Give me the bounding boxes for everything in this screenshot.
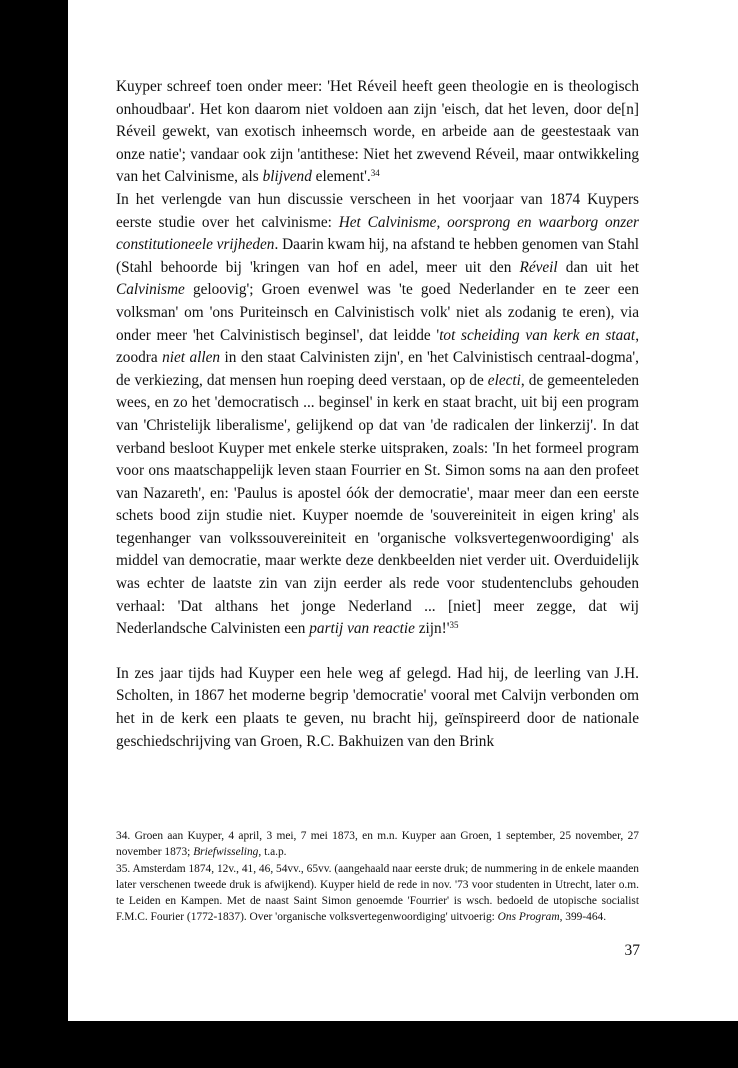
footnotes	[116, 828, 639, 926]
italic-text: Ons Program	[497, 911, 560, 924]
text-run: In het verlengde van hun discussie verscheen in het voorjaar van 1874 Kuypers eerste studie over het calvinisme:	[116, 190, 639, 231]
italic-text: partij van reactie	[309, 620, 415, 638]
text-run: In zes jaar tijds had Kuyper een hele weg af gelegd. Had hij, de leerling van J.H. Scholten, in 1867 het moderne begrip 'democratie' vooral met Calvijn verbonden om het in de kerk een plaats te geven, nu bracht hij, geïnspireerd door de nationale geschiedschrijving van Groen, R.C. Bakhuizen van den Brink	[116, 664, 639, 750]
footnote-ref: 35	[449, 620, 459, 631]
text-run: element'.	[311, 168, 371, 186]
footnote-35	[116, 861, 639, 926]
italic-text: Calvinisme	[116, 281, 185, 299]
page-number: 37	[624, 942, 640, 959]
scan-border-bottom	[0, 1021, 738, 1068]
footnote-34	[116, 828, 639, 861]
paragraph-2	[116, 189, 639, 641]
text-run: . Daarin kwam hij, na afstand te hebben genomen van Stahl (Stahl behoorde bij 'kringen van hof en adel, meer uit den	[116, 236, 639, 276]
paragraph-1	[116, 76, 639, 189]
paragraph-3	[116, 663, 639, 753]
text-run: geloovig'; Groen evenwel was 'te goed Nederlander en te zeer een volksman' om 'ons Puriteinsch en Calvinistisch volk' niet als zodanig te eren), via onder meer 'het Calvinistisch beginsel', dat leidde '	[116, 281, 639, 344]
text-run: , de gemeenteleden wees, en zo het 'democratisch ... beginsel' in kerk en staat bracht, uit bij een program van 'Christelijk liberalisme', gelijkend op dat van 'de radicalen der linkerzij'. In dat verband besloot Kuyper met enkele sterke uitspraken, zoals: 'In het formeel program voor ons maatschappelijk leven staan Fourrier en St. Simon soms na aan den profeet van Nazareth', en: 'Paulus is apostel óók der democratie', maar meer dan een eerste schets bood zijn studie niet. Kuyper noemde de 'souvereiniteit in eigen kring' als tegenhanger van volkssouvereiniteit en 'organische volksvertegenwoordiging' als middel van democratie, maar werkte deze denkbeelden niet verder uit. Overduidelijk was echter de laatste zin van zijn eerder als rede voor studentenclubs gehouden verhaal: 'Dat althans het jonge Nederland ... [niet] meer zegge, dat wij Nederlandsche Calvinisten een	[116, 371, 640, 638]
italic-text: Briefwisseling	[193, 846, 259, 859]
text-run: , 399-464.	[559, 911, 607, 924]
text-run: dan uit het	[557, 258, 639, 276]
page-body	[116, 76, 639, 753]
text-run: zijn!'	[414, 620, 450, 638]
text-run: Kuyper schreef toen onder meer: 'Het Réveil heeft geen theologie en is theologisch onhoudbaar'. Het kon daarom niet voldoen aan zijn 'eisch, dat het leven, door de[n] Réveil gewekt, van exotisch inheemsch worde, en arbeide aan de geestestaak van onze natie'; vandaar ook zijn 'antithese: Niet het zwevend Réveil, maar ontwikkeling van het Calvinisme, als	[116, 78, 639, 186]
italic-text: Het Calvinisme, oorsprong en waarborg onzer constitutioneele vrijheden	[116, 213, 639, 254]
italic-text: Réveil	[519, 258, 558, 276]
italic-text: electi	[487, 371, 521, 389]
italic-text: blijvend	[262, 168, 312, 186]
text-run: , zoodra	[116, 326, 640, 367]
scan-border-left	[0, 0, 68, 1068]
text-run: 35. Amsterdam 1874, 12v., 41, 46, 54vv., 65vv. (aangehaald naar eerste druk; de nummering in de enkele maanden later verschenen tweede druk is afwijkend). Kuyper hield de rede in nov. '73 voor studenten in Utrecht, later o.m. te Leiden en Kampen. Met de naast Saint Simon genoemde 'Fourrier' is wsch. bedoeld de utopische socialist F.M.C. Fourier (1772-1837). Over 'organische volksvertegenwoordiging' uitvoerig:	[116, 862, 639, 924]
footnote-ref: 34	[370, 168, 380, 179]
italic-text: tot scheiding van kerk en staat	[439, 326, 636, 344]
italic-text: niet allen	[162, 349, 221, 367]
text-run: , t.a.p.	[258, 846, 287, 859]
text-run: in den staat Calvinisten zijn', en 'het Calvinistisch centraal-dogma', de verkiezing, dat mensen hun roeping deed verstaan, op de	[116, 349, 639, 389]
text-run: 34. Groen aan Kuyper, 4 april, 3 mei, 7 mei 1873, en m.n. Kuyper aan Groen, 1 september, 25 november, 27 november 1873;	[116, 830, 639, 859]
